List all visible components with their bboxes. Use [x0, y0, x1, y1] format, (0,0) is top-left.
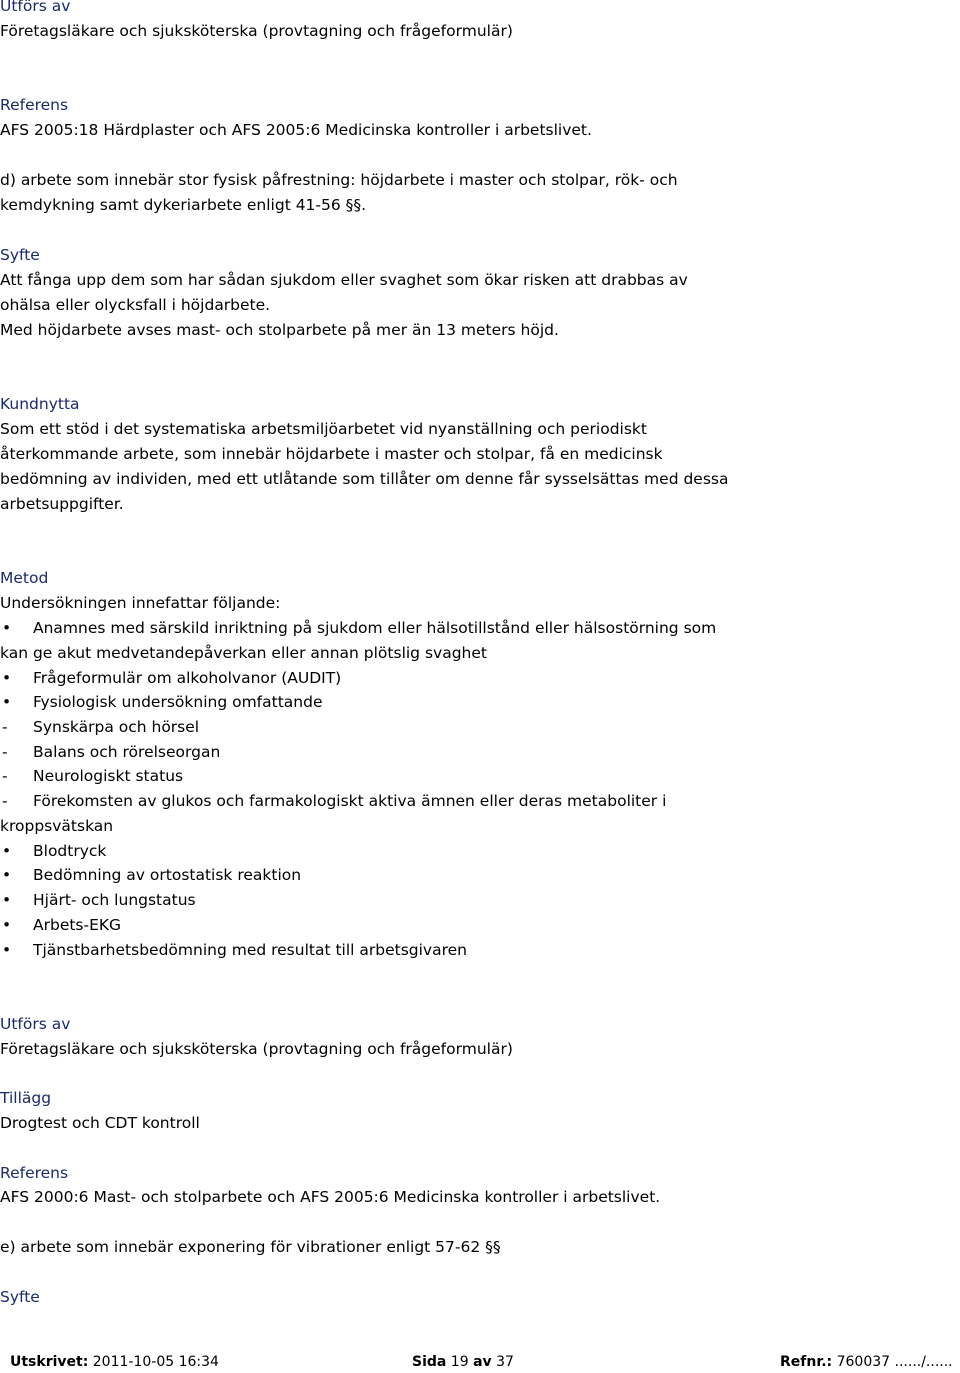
kundnytta-text-line: återkommande arbete, som innebär höjdarbete i master och stolpar, få en medicinsk: [0, 445, 663, 463]
footer-printed-value: 2011-10-05 16:34: [88, 1354, 219, 1370]
dash-icon: -: [2, 743, 8, 761]
referens-text: AFS 2005:18 Härdplaster och AFS 2005:6 Medicinska kontroller i arbetslivet.: [0, 121, 592, 139]
kundnytta-text-line: Som ett stöd i det systematiska arbetsmiljöarbetet vid nyanställning och periodiskt: [0, 420, 647, 438]
paragraph-e-line: e) arbete som innebär exponering för vibrationer enligt 57-62 §§: [0, 1238, 501, 1256]
dash-icon: -: [2, 767, 8, 785]
syfte-text-line: ohälsa eller olycksfall i höjdarbete.: [0, 296, 271, 314]
page-footer: [0, 1352, 960, 1373]
metod-heading: Metod: [0, 569, 49, 587]
dash-icon: -: [2, 792, 8, 810]
footer-page: [412, 1352, 514, 1373]
syfte-text-line: Att fånga upp dem som har sådan sjukdom eller svaghet som ökar risken att drabbas av: [0, 271, 688, 289]
footer-page-of-label: av: [473, 1354, 492, 1370]
syfte-heading: Syfte: [0, 1288, 40, 1306]
bullet-icon: •: [2, 866, 12, 884]
bullet-item-text: Hjärt- och lungstatus: [33, 891, 196, 909]
dash-item-continuation: kroppsvätskan: [0, 817, 114, 835]
referens-heading: Referens: [0, 96, 69, 114]
referens-text: AFS 2000:6 Mast- och stolparbete och AFS 2005:6 Medicinska kontroller i arbetslivet.: [0, 1188, 661, 1206]
utfors-heading: Utförs av: [0, 0, 71, 15]
syfte-text-line: Med höjdarbete avses mast- och stolparbete på mer än 13 meters höjd.: [0, 321, 559, 339]
footer-refnr-label: Refnr.:: [780, 1354, 833, 1370]
paragraph-d-line: kemdykning samt dykeriarbete enligt 41-56 §§.: [0, 196, 367, 214]
dash-item-text: Synskärpa och hörsel: [33, 718, 200, 736]
paragraph-d-line: d) arbete som innebär stor fysisk påfrestning: höjdarbete i master och stolpar, rök- och: [0, 171, 678, 189]
bullet-item-text: Frågeformulär om alkoholvanor (AUDIT): [33, 669, 342, 687]
kundnytta-text-line: arbetsuppgifter.: [0, 495, 124, 513]
tillagg-heading: Tillägg: [0, 1089, 52, 1107]
bullet-icon: •: [2, 669, 12, 687]
utfors-text: Företagsläkare och sjuksköterska (provtagning och frågeformulär): [0, 22, 513, 40]
bullet-item-text: Arbets-EKG: [33, 916, 122, 934]
kundnytta-text-line: bedömning av individen, med ett utlåtande som tillåter om denne får sysselsättas med dessa: [0, 470, 729, 488]
footer-refnr-value: 760037 ....../......: [832, 1354, 953, 1370]
dash-item-text: Balans och rörelseorgan: [33, 743, 221, 761]
referens-heading: Referens: [0, 1164, 69, 1182]
bullet-item-text: Blodtryck: [33, 842, 107, 860]
footer-page-label: Sida: [412, 1354, 447, 1370]
footer-page-total: 37: [491, 1354, 514, 1370]
dash-icon: -: [2, 718, 8, 736]
bullet-icon: •: [2, 891, 12, 909]
bullet-icon: •: [2, 619, 12, 637]
syfte-heading: Syfte: [0, 246, 40, 264]
bullet-item-text: Anamnes med särskild inriktning på sjukdom eller hälsotillstånd eller hälsostörning som: [33, 619, 717, 637]
bullet-icon: •: [2, 941, 12, 959]
bullet-icon: •: [2, 842, 12, 860]
footer-refnr: [780, 1352, 953, 1373]
footer-printed: [10, 1352, 219, 1373]
utfors-text: Företagsläkare och sjuksköterska (provtagning och frågeformulär): [0, 1040, 513, 1058]
bullet-item-text: Bedömning av ortostatisk reaktion: [33, 866, 302, 884]
bullet-icon: •: [2, 693, 12, 711]
dash-item-text: Förekomsten av glukos och farmakologiskt aktiva ämnen eller deras metaboliter i: [33, 792, 667, 810]
metod-intro: Undersökningen innefattar följande:: [0, 594, 281, 612]
bullet-icon: •: [2, 916, 12, 934]
tillagg-text: Drogtest och CDT kontroll: [0, 1114, 200, 1132]
bullet-item-text: Fysiologisk undersökning omfattande: [33, 693, 323, 711]
bullet-item-continuation: kan ge akut medvetandepåverkan eller annan plötslig svaghet: [0, 644, 487, 662]
kundnytta-heading: Kundnytta: [0, 395, 80, 413]
bullet-item-text: Tjänstbarhetsbedömning med resultat till arbetsgivaren: [33, 941, 467, 959]
utfors-heading: Utförs av: [0, 1015, 71, 1033]
footer-page-number: 19: [446, 1354, 474, 1370]
footer-printed-label: Utskrivet:: [10, 1354, 89, 1370]
dash-item-text: Neurologiskt status: [33, 767, 184, 785]
